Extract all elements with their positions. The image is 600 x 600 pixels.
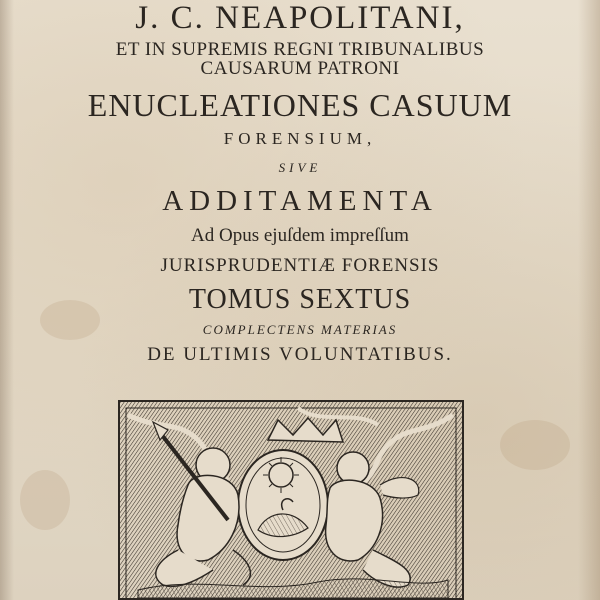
conjunction-line: SIVE	[278, 160, 322, 175]
author-role-line-2: CAUSARUM PATRONI	[200, 58, 400, 79]
foxing-stain	[20, 470, 70, 530]
subtitle-description: Ad Opus ejuſdem impreſſum	[191, 225, 409, 246]
subject-line: DE ULTIMIS VOLUNTATIBUS.	[147, 344, 453, 365]
subtitle: ADDITAMENTA	[162, 185, 438, 217]
sun-icon	[269, 463, 293, 487]
work-title: JURISPRUDENTIÆ FORENSIS	[160, 255, 440, 276]
foxing-stain	[500, 420, 570, 470]
author-role-line: ET IN SUPREMIS REGNI TRIBUNALIBUS	[115, 39, 485, 60]
main-title-continued: FORENSIUM,	[223, 129, 377, 148]
volume-number: TOMUS SEXTUS	[188, 284, 412, 315]
main-title: ENUCLEATIONES CASUUM	[87, 87, 513, 123]
contents-line: COMPLECTENS MATERIAS	[202, 322, 398, 337]
author-name-line: J. C. NEAPOLITANI,	[135, 0, 465, 36]
printers-device-cherubs-engraving	[118, 400, 464, 600]
